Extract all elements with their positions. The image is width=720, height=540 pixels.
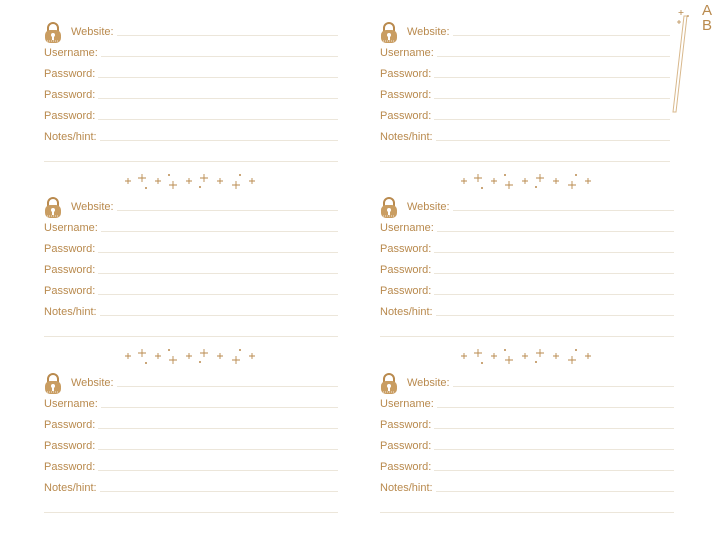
password-line[interactable] [98, 449, 338, 450]
username-field[interactable] [44, 218, 338, 234]
password-line[interactable] [434, 273, 674, 274]
username-field[interactable] [44, 394, 338, 410]
username-line[interactable] [437, 56, 670, 57]
notes-label: Notes/hint: [380, 306, 433, 318]
notes-field[interactable] [380, 127, 670, 143]
password-line[interactable] [434, 428, 674, 429]
notes-extra-line[interactable] [44, 161, 338, 162]
password-label: Password: [44, 89, 96, 101]
notes-field[interactable] [44, 127, 338, 143]
password-line[interactable] [434, 77, 670, 78]
notes-label: Notes/hint: [44, 131, 97, 143]
username-field[interactable] [380, 394, 674, 410]
tab-letter-a: A [701, 2, 712, 19]
password-entry [380, 197, 674, 357]
password-field[interactable] [380, 106, 670, 122]
sparkle-divider-icon [458, 347, 598, 367]
username-field[interactable] [44, 43, 338, 59]
password-line[interactable] [434, 98, 670, 99]
website-label: Website: [407, 201, 450, 213]
notes-line[interactable] [100, 315, 338, 316]
notes-line[interactable] [100, 491, 338, 492]
password-field[interactable] [380, 85, 670, 101]
website-line[interactable] [453, 210, 674, 211]
tab-letter-b: B [701, 17, 712, 34]
password-field[interactable] [44, 436, 338, 452]
password-line[interactable] [98, 252, 338, 253]
password-entry [44, 22, 338, 182]
password-field[interactable] [380, 436, 674, 452]
password-field[interactable] [380, 260, 674, 276]
magic-wand-icon [668, 8, 698, 116]
password-line[interactable] [434, 252, 674, 253]
username-line[interactable] [101, 407, 338, 408]
username-line[interactable] [101, 56, 338, 57]
password-label: Password: [44, 68, 96, 80]
notes-line[interactable] [100, 140, 338, 141]
password-line[interactable] [98, 294, 338, 295]
password-label: Password: [380, 419, 432, 431]
password-line[interactable] [434, 449, 674, 450]
notes-label: Notes/hint: [44, 482, 97, 494]
website-field[interactable] [44, 197, 338, 213]
password-label: Password: [380, 243, 432, 255]
website-line[interactable] [117, 386, 338, 387]
password-label: Password: [44, 440, 96, 452]
website-line[interactable] [117, 210, 338, 211]
notes-extra-line[interactable] [380, 512, 674, 513]
sparkle-divider-icon [122, 172, 262, 192]
website-line[interactable] [117, 35, 338, 36]
password-field[interactable] [380, 64, 670, 80]
password-field[interactable] [44, 281, 338, 297]
username-label: Username: [44, 398, 98, 410]
notes-line[interactable] [436, 315, 674, 316]
sparkle-divider-icon [122, 347, 262, 367]
website-label: Website: [71, 377, 114, 389]
notes-label: Notes/hint: [44, 306, 97, 318]
username-label: Username: [380, 398, 434, 410]
password-entry [380, 22, 670, 182]
password-field[interactable] [380, 239, 674, 255]
password-entry [380, 373, 674, 533]
password-line[interactable] [434, 470, 674, 471]
username-label: Username: [380, 222, 434, 234]
password-label: Password: [380, 89, 432, 101]
website-line[interactable] [453, 35, 670, 36]
password-field[interactable] [44, 85, 338, 101]
username-label: Username: [44, 47, 98, 59]
password-line[interactable] [434, 294, 674, 295]
password-label: Password: [44, 110, 96, 122]
notes-extra-line[interactable] [44, 512, 338, 513]
website-field[interactable] [44, 373, 338, 389]
notes-extra-line[interactable] [380, 161, 670, 162]
notes-extra-line[interactable] [380, 336, 674, 337]
password-label: Password: [44, 461, 96, 473]
password-line[interactable] [98, 470, 338, 471]
password-label: Password: [380, 461, 432, 473]
password-label: Password: [44, 419, 96, 431]
password-label: Password: [44, 264, 96, 276]
password-field[interactable] [44, 64, 338, 80]
username-label: Username: [380, 47, 434, 59]
password-line[interactable] [98, 98, 338, 99]
website-field[interactable] [380, 197, 674, 213]
notes-extra-line[interactable] [44, 336, 338, 337]
notes-field[interactable] [380, 478, 674, 494]
password-field[interactable] [380, 415, 674, 431]
password-field[interactable] [380, 281, 674, 297]
password-entry [44, 197, 338, 357]
alphabet-tab[interactable] [702, 3, 712, 33]
username-line[interactable] [437, 407, 674, 408]
website-label: Website: [407, 377, 450, 389]
username-line[interactable] [101, 231, 338, 232]
notes-label: Notes/hint: [380, 482, 433, 494]
username-field[interactable] [380, 43, 670, 59]
notes-label: Notes/hint: [380, 131, 433, 143]
website-field[interactable] [44, 22, 338, 38]
username-line[interactable] [437, 231, 674, 232]
password-line[interactable] [98, 428, 338, 429]
password-field[interactable] [44, 457, 338, 473]
website-field[interactable] [380, 373, 674, 389]
username-field[interactable] [380, 218, 674, 234]
sparkle-divider-icon [458, 172, 598, 192]
password-label: Password: [380, 285, 432, 297]
password-field[interactable] [44, 260, 338, 276]
password-label: Password: [380, 110, 432, 122]
notes-field[interactable] [44, 302, 338, 318]
website-label: Website: [71, 201, 114, 213]
password-field[interactable] [380, 457, 674, 473]
password-label: Password: [380, 68, 432, 80]
password-label: Password: [44, 285, 96, 297]
website-field[interactable] [380, 22, 670, 38]
password-label: Password: [380, 264, 432, 276]
password-line[interactable] [98, 77, 338, 78]
password-field[interactable] [44, 106, 338, 122]
password-field[interactable] [44, 415, 338, 431]
notes-field[interactable] [380, 302, 674, 318]
notes-line[interactable] [436, 491, 674, 492]
username-label: Username: [44, 222, 98, 234]
website-label: Website: [71, 26, 114, 38]
website-line[interactable] [453, 386, 674, 387]
password-line[interactable] [98, 273, 338, 274]
password-line[interactable] [98, 119, 338, 120]
password-line[interactable] [434, 119, 670, 120]
notes-field[interactable] [44, 478, 338, 494]
website-label: Website: [407, 26, 450, 38]
password-entry [44, 373, 338, 533]
password-label: Password: [44, 243, 96, 255]
password-field[interactable] [44, 239, 338, 255]
notes-line[interactable] [436, 140, 670, 141]
password-label: Password: [380, 440, 432, 452]
